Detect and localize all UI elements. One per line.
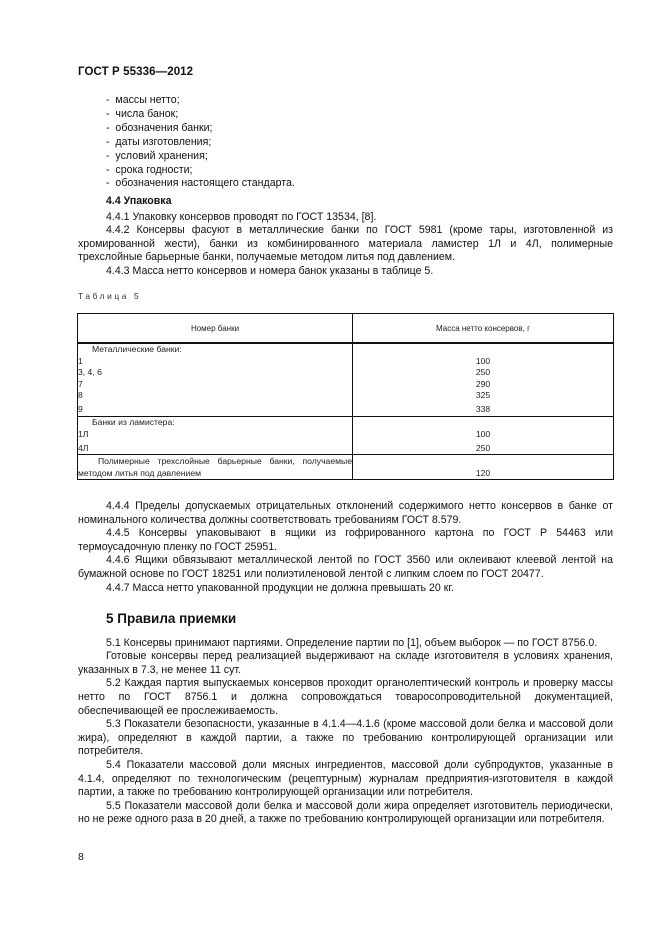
can-number: 4Л [78,442,89,453]
can-number: 8 [78,390,83,401]
paragraph-4-4-3: 4.4.3 Масса нетто консервов и номера банок указаны в таблице 5. [106,264,434,277]
paragraph-4-4-1: 4.4.1 Упаковку консервов проводят по ГОСТ 13534, [8]. [106,210,377,223]
paragraph-4-4-2: 4.4.2 Консервы фасуют в металлические банки по ГОСТ 5981 (кроме тары, изготовленной из хромированной жести), банки из комбинированного материала ламистер 1Л и 4Л, полимерные трехслойные барьерные банки, получаемые методом литья под давлением. [78,224,613,264]
list-item: - массы нетто; [106,94,295,108]
paragraph-4-4-4: 4.4.4 Пределы допускаемых отрицательных отклонений содержимого нетто консервов в банке от номинального количества должны соответствовать требованиям ГОСТ 8.579. [78,500,613,526]
table-5 [77,313,614,480]
paragraph-5-3: 5.3 Показатели безопасности, указанные в 4.1.4—4.1.6 (кроме массовой доли белка и массовой доли жира), определяют в каждой партии, а также по требованию контролирующей организации или потребителя. [78,718,613,758]
section-heading: 4.4 Упаковка [106,195,172,207]
can-number: 9 [78,403,83,414]
net-mass: 325 [475,390,491,401]
section-4-4-continued [78,500,613,595]
can-number: 7 [78,378,83,389]
net-mass: 338 [475,403,491,414]
table-row [78,416,614,455]
net-mass: 250 [475,442,491,453]
group-metal-masses [353,343,614,416]
paragraph-5-1: 5.1 Консервы принимают партиями. Определение партии по [1], объем выборок — по ГОСТ 8756.0. [106,636,598,649]
paragraph-4-4-6: 4.4.6 Ящики обвязывают металлической лентой по ГОСТ 3560 или оклеивают клеевой лентой на бумажной основе по ГОСТ 18251 или полиэтиленовой лентой с липким слоем по ГОСТ 20477. [78,554,613,580]
net-mass: 120 [353,455,614,480]
net-mass: 290 [475,378,491,389]
paragraph-4-4-7: 4.4.7 Масса нетто упакованной продукции не должна превышать 20 кг. [106,581,454,594]
can-number: 1 [78,355,83,366]
section-5 [78,612,613,827]
group-title: Банки из ламистера: [92,416,175,427]
column-header-mass: Масса нетто консервов, г [353,314,614,344]
paragraph-5-2: 5.2 Каждая партия выпускаемых консервов проходит органолептический контроль и проверку массы нетто по ГОСТ 8756.1 и должна сопровождаться товаросопроводительной документацией, обеспечивающей ее прослеживаемость. [78,677,613,717]
paragraph-4-4-5: 4.4.5 Консервы упаковывают в ящики из гофрированного картона по ГОСТ Р 54463 или термоусадочную пленку по ГОСТ 25951. [78,527,613,553]
section-title: 5 Правила приемки [106,611,237,626]
group-lamister-cans [78,416,353,455]
document-header: ГОСТ Р 55336—2012 [78,66,194,78]
paragraph-5-5: 5.5 Показатели массовой доли белка и массовой доли жира определяет изготовитель периодически, но не реже одного раза в 20 дней, а также по требованию контролирующей организации или потребителя. [78,799,613,826]
table-caption: Таблица 5 [78,291,142,301]
list-item: - условий хранения; [106,150,295,164]
can-number: 1Л [78,429,89,440]
group-title: Металлические банки: [92,344,182,354]
table-header-row [78,314,614,344]
table-row [78,455,614,480]
net-mass: 250 [475,367,491,378]
page-number: 8 [78,851,84,863]
list-item: - числа банок; [106,108,295,122]
net-mass: 100 [475,355,491,366]
group-polymer-cans: Полимерные трехслойные барьерные банки, получаемые методом литья под давлением [78,456,352,479]
net-mass: 100 [475,429,491,440]
can-number: 3, 4, 6 [78,367,102,378]
paragraph-5-1-b: Готовые консервы перед реализацией выдерживают на складе изготовителя в условиях хранения, указанных в 7.3, не менее 11 сут. [78,650,613,676]
table-row [78,343,614,416]
list-item: - обозначения банки; [106,122,295,136]
group-lamister-masses [353,416,614,455]
section-4-4 [78,195,613,279]
paragraph-5-4: 5.4 Показатели массовой доли мясных ингредиентов, массовой доли субпродуктов, указанные в 4.1.4, определяют по технологическим (рецептурным) журналам предприятия-изготовителя в каждой партии, а также по требованию контролирующей организации или потребителя. [78,758,613,799]
list-item: - срока годности; [106,164,295,178]
list-item: - обозначения настоящего стандарта. [106,177,295,191]
list-item: - даты изготовления; [106,136,295,150]
group-metal-cans [78,343,353,416]
column-header-number: Номер банки [78,314,353,344]
marking-list [106,94,295,191]
